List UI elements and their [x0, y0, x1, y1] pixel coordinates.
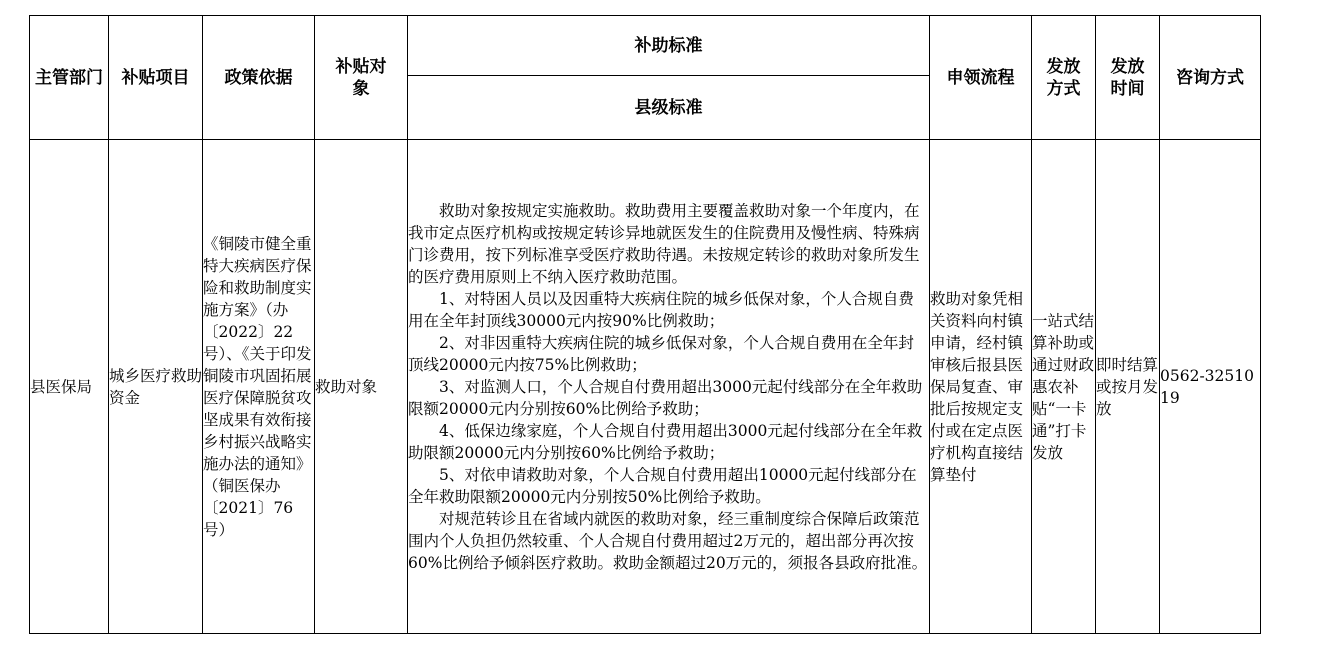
- header-standard: 补助标准: [408, 16, 930, 76]
- header-target: 补贴对象: [315, 16, 408, 140]
- cell-target: 救助对象: [315, 140, 408, 634]
- cell-process: 救助对象凭相关资料向村镇申请，经村镇审核后报县医保局复查、审批后按规定支付或在定点医疗机构直接结算垫付: [930, 140, 1032, 634]
- standard-paragraph-4: 4、低保边缘家庭，个人合规自付费用超出3000元起付线部分在全年救助限额20000元内分别按60%比例给予救助；: [408, 421, 923, 462]
- header-issue-time: 发放时间: [1096, 16, 1160, 140]
- cell-issue-time: 即时结算或按月发放: [1096, 140, 1160, 634]
- standard-paragraph-5: 5、对依申请救助对象，个人合规自付费用超出10000元起付线部分在全年救助限额20000元内分别按50%比例给予救助。: [408, 465, 917, 506]
- cell-contact: 0562-3251019: [1160, 140, 1261, 634]
- header-item: 补贴项目: [109, 16, 203, 140]
- standard-paragraph-1: 1、对特困人员以及因重特大疾病住院的城乡低保对象，个人合规自费用在全年封顶线30000元内按90%比例救助；: [408, 289, 914, 330]
- header-basis: 政策依据: [203, 16, 315, 140]
- cell-dept: 县医保局: [30, 140, 109, 634]
- header-county-standard: 县级标准: [408, 76, 930, 140]
- standard-paragraph-intro: 救助对象按规定实施救助。救助费用主要覆盖救助对象一个年度内，在我市定点医疗机构或按规定转诊异地就医发生的住院费用及慢性病、特殊病门诊费用，按下列标准享受医疗救助待遇。未按规定转诊的救助对象所发生的医疗费用原则上不纳入医疗救助范围。: [408, 201, 920, 286]
- cell-item: 城乡医疗救助资金: [109, 140, 203, 634]
- subsidy-policy-table: [29, 15, 1261, 634]
- standard-paragraph-2: 2、对非因重特大疾病住院的城乡低保对象，个人合规自费用在全年封顶线20000元内按75%比例救助；: [408, 333, 914, 374]
- standard-paragraph-3: 3、对监测人口，个人合规自付费用超出3000元起付线部分在全年救助限额20000元内分别按60%比例给予救助；: [408, 377, 923, 418]
- header-row: [30, 16, 1261, 76]
- header-issue-method: 发放方式: [1032, 16, 1096, 140]
- header-contact: 咨询方式: [1160, 16, 1261, 140]
- cell-county-standard: [408, 140, 930, 634]
- table-row: [30, 140, 1261, 634]
- cell-issue-method: 一站式结算补助或通过财政惠农补贴“一卡通”打卡发放: [1032, 140, 1096, 634]
- cell-policy-basis: 《铜陵市健全重特大疾病医疗保险和救助制度实施方案》（办〔2022〕22号）、《关于印发铜陵市巩固拓展医疗保障脱贫攻坚成果有效衔接乡村振兴战略实施办法的通知》（铜医保办〔2021〕76号）: [203, 140, 315, 634]
- header-process: 申领流程: [930, 16, 1032, 140]
- standard-paragraph-referral: 对规范转诊且在省域内就医的救助对象，经三重制度综合保障后政策范围内个人负担仍然较重、个人合规自付费用超过2万元的，超出部分再次按60%比例给予倾斜医疗救助。救助金额超过20万元的，须报各县政府批准。: [408, 509, 928, 572]
- header-dept: 主管部门: [30, 16, 109, 140]
